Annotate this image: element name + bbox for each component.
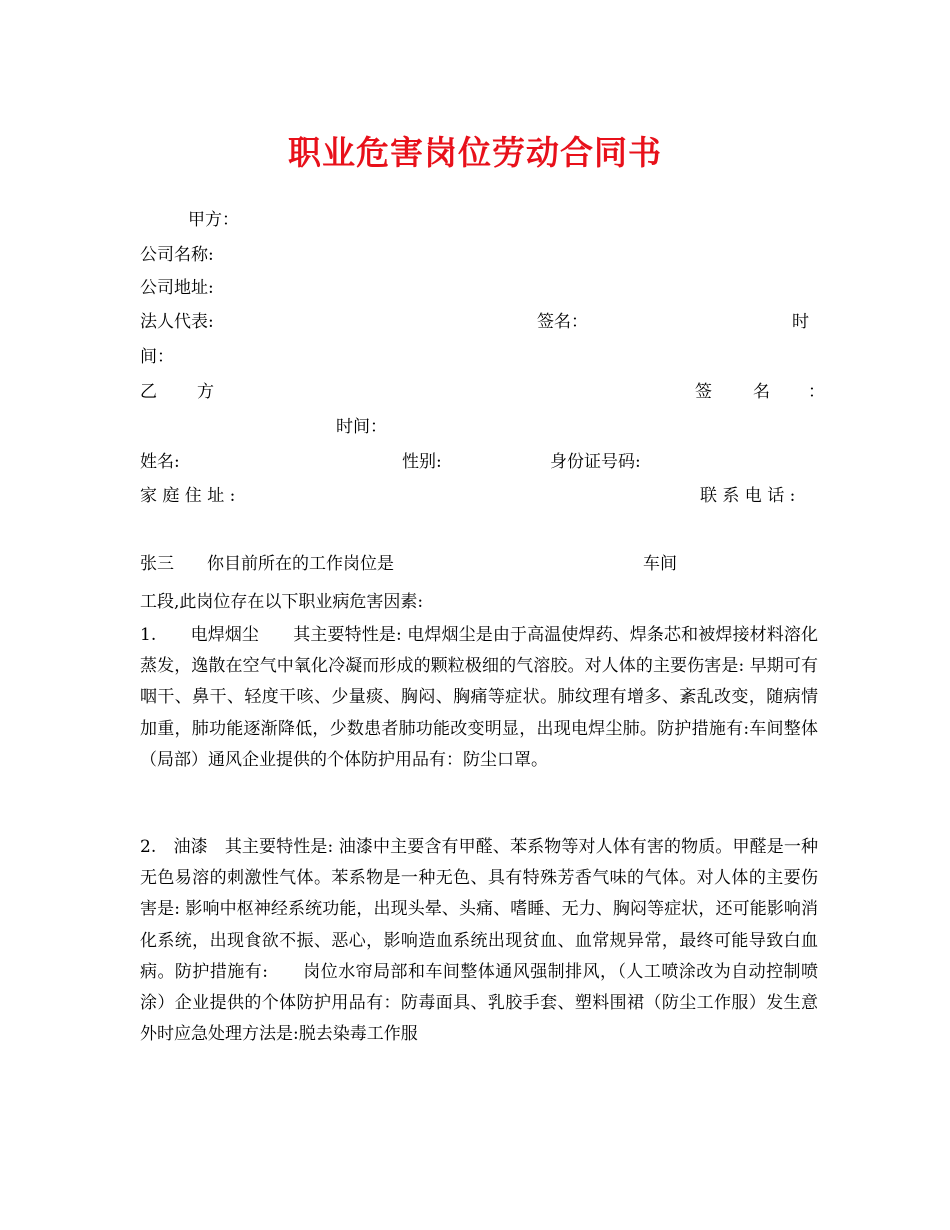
workshop-label: 车间 bbox=[643, 554, 677, 574]
phone-label: 联 系 电 话 : bbox=[700, 486, 796, 506]
document-title: 职业危害岗位劳动合同书 bbox=[288, 133, 662, 172]
party-b-label-part2: 方 bbox=[197, 382, 214, 402]
company-name-label: 公司名称: bbox=[140, 245, 214, 265]
company-address-label: 公司地址: bbox=[140, 278, 214, 298]
party-a-label: 甲方： bbox=[188, 210, 239, 230]
home-address-label: 家 庭 住 址 : bbox=[140, 486, 236, 506]
id-number-label: 身份证号码: bbox=[550, 452, 641, 472]
sign-b-label-part2: 名 bbox=[753, 382, 770, 402]
position-text: 你目前所在的工作岗位是 bbox=[207, 554, 394, 574]
sign-b-label-part1: 签 bbox=[695, 382, 712, 402]
hazard-item-paint: 2. 油漆 其主要特性是: 油漆中主要含有甲醛、苯系物等对人体有害的物质。甲醛是一种无色易溶的刺激性气体。苯系物是一种无色、具有特殊芳香气味的气体。对人体的主要伤害是: 影响中枢神经系统功能，出现头晕、头痛、嗜睡、无力、胸闷等症状，还可能影响消化系统，出现食欲不振、恶心，影响造血系统出现贫血、血常规异常，最终可能导致白血病。防护措施有: 岗位水帘局部和车间整体通风强制排风，（人工喷涂改为自动控制喷涂）企业提供的个体防护用品有：防毒面具、乳胶手套、塑料围裙（防尘工作服）发生意外时应急处理方法是:脱去染毒工作服 bbox=[140, 837, 818, 1045]
employee-name: 张三 bbox=[140, 554, 174, 574]
sign-b-label-part3: ： bbox=[808, 382, 825, 402]
time-b-label: 时间： bbox=[336, 417, 387, 437]
legal-rep-label: 法人代表: bbox=[140, 312, 214, 332]
sign-a-label: 签名： bbox=[537, 312, 588, 332]
party-b-label-part1: 乙 bbox=[140, 382, 157, 402]
time-a-label-part2: 间： bbox=[140, 347, 174, 367]
section-text: 工段,此岗位存在以下职业病危害因素: bbox=[140, 592, 424, 612]
hazard-item-welding-fume: 1. 电焊烟尘 其主要特性是: 电焊烟尘是由于高温使焊药、焊条芯和被焊接材料溶化蒸发，逸散在空气中氧化冷凝而形成的颗粒极细的气溶胶。对人体的主要伤害是: 早期可有咽干、鼻干、轻度干咳、少量痰、胸闷、胸痛等症状。肺纹理有增多、紊乱改变，随病情加重，肺功能逐渐降低，少数患者肺功能改变明显，出现电焊尘肺。防护措施有:车间整体（局部）通风企业提供的个体防护用品有：防尘口罩。 bbox=[140, 625, 818, 770]
time-a-label-part1: 时 bbox=[792, 312, 809, 332]
name-label: 姓名: bbox=[140, 452, 180, 472]
gender-label: 性别: bbox=[402, 452, 442, 472]
